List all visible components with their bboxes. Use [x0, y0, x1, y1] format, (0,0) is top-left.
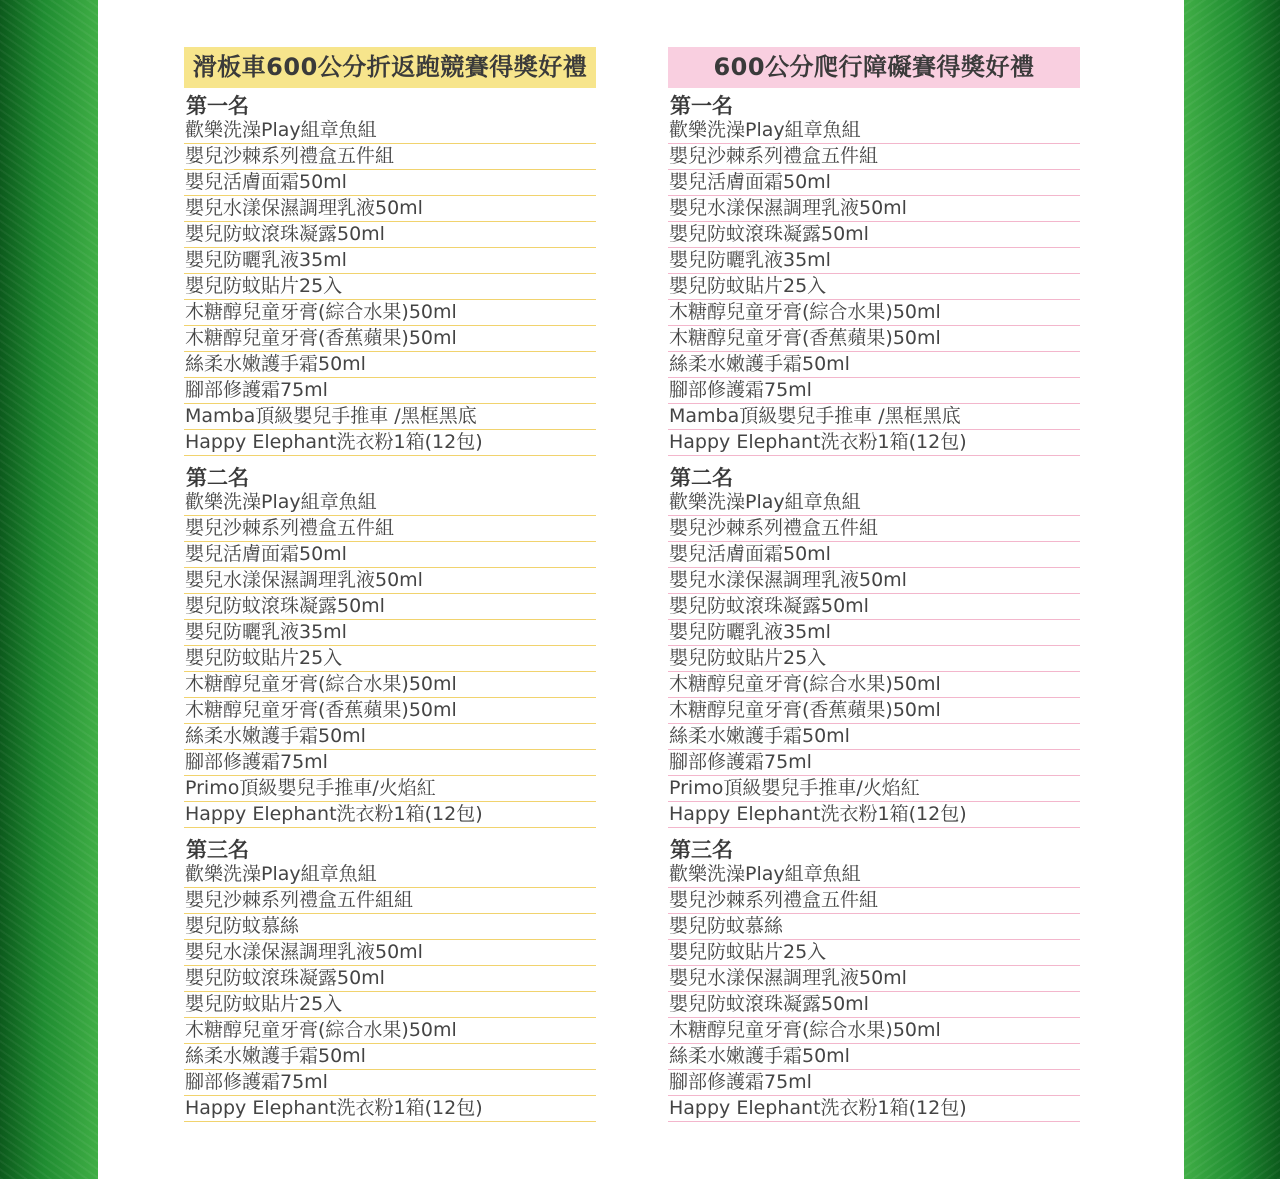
prize-item: Happy Elephant洗衣粉1箱(12包) [668, 430, 1080, 456]
prize-item: 歡樂洗澡Play組章魚組 [668, 490, 1080, 516]
prize-item: 嬰兒水漾保濕調理乳液50ml [668, 966, 1080, 992]
prize-item: 嬰兒防蚊貼片25入 [668, 646, 1080, 672]
prize-item: 木糖醇兒童牙膏(綜合水果)50ml [668, 672, 1080, 698]
prize-list [184, 862, 596, 1122]
prize-item: 木糖醇兒童牙膏(綜合水果)50ml [668, 1018, 1080, 1044]
prize-item: Happy Elephant洗衣粉1箱(12包) [668, 1096, 1080, 1122]
prize-item: 木糖醇兒童牙膏(香蕉蘋果)50ml [184, 698, 596, 724]
prize-item: Primo頂級嬰兒手推車/火焰紅 [668, 776, 1080, 802]
prize-item: 嬰兒水漾保濕調理乳液50ml [184, 940, 596, 966]
grass-border-right [1184, 0, 1280, 1179]
prize-item: 絲柔水嫩護手霜50ml [668, 1044, 1080, 1070]
prize-item: 歡樂洗澡Play組章魚組 [668, 118, 1080, 144]
rank-heading-first: 第一名 [186, 94, 249, 118]
prize-item: 嬰兒活膚面霜50ml [668, 170, 1080, 196]
prize-item: 木糖醇兒童牙膏(香蕉蘋果)50ml [668, 326, 1080, 352]
grass-border-left [0, 0, 98, 1179]
prize-item: 絲柔水嫩護手霜50ml [668, 724, 1080, 750]
prize-item: 嬰兒防蚊貼片25入 [184, 274, 596, 300]
rank-heading-second: 第二名 [186, 466, 249, 490]
prize-item: 絲柔水嫩護手霜50ml [184, 1044, 596, 1070]
rank-heading-first: 第一名 [670, 94, 733, 118]
prize-item: 嬰兒沙棘系列禮盒五件組 [668, 888, 1080, 914]
prize-item: Mamba頂級嬰兒手推車 /黑框黑底 [184, 404, 596, 430]
prize-item: 嬰兒沙棘系列禮盒五件組組 [184, 888, 596, 914]
prize-item: 嬰兒防蚊慕絲 [668, 914, 1080, 940]
prize-item: 嬰兒防蚊滾珠凝露50ml [668, 222, 1080, 248]
prize-item: 腳部修護霜75ml [668, 378, 1080, 404]
prize-item: 腳部修護霜75ml [184, 750, 596, 776]
scooter-race-title: 滑板車600公分折返跑競賽得獎好禮 [184, 47, 596, 88]
prize-item: 嬰兒水漾保濕調理乳液50ml [184, 568, 596, 594]
prize-item: 嬰兒活膚面霜50ml [668, 542, 1080, 568]
prize-item: Mamba頂級嬰兒手推車 /黑框黑底 [668, 404, 1080, 430]
prize-item: 嬰兒防蚊貼片25入 [184, 646, 596, 672]
scooter-race-prize-column [184, 47, 596, 1122]
prize-item: 木糖醇兒童牙膏(綜合水果)50ml [184, 672, 596, 698]
prize-item: 嬰兒防蚊滾珠凝露50ml [668, 594, 1080, 620]
prize-item: 木糖醇兒童牙膏(綜合水果)50ml [184, 300, 596, 326]
rank-heading-second: 第二名 [670, 466, 733, 490]
prize-item: 歡樂洗澡Play組章魚組 [184, 862, 596, 888]
prize-list [184, 118, 596, 456]
prize-item: 絲柔水嫩護手霜50ml [184, 352, 596, 378]
prize-item: 嬰兒防蚊慕絲 [184, 914, 596, 940]
prize-item: 腳部修護霜75ml [184, 1070, 596, 1096]
prize-item: 歡樂洗澡Play組章魚組 [668, 862, 1080, 888]
prize-item: 腳部修護霜75ml [668, 750, 1080, 776]
prize-item: 嬰兒防曬乳液35ml [184, 620, 596, 646]
rank-heading-third: 第三名 [670, 838, 733, 862]
crawling-race-title: 600公分爬行障礙賽得獎好禮 [668, 47, 1080, 88]
prize-list [184, 490, 596, 828]
prize-list [668, 490, 1080, 828]
prize-item: 嬰兒水漾保濕調理乳液50ml [668, 196, 1080, 222]
prize-item: 歡樂洗澡Play組章魚組 [184, 118, 596, 144]
prize-item: Primo頂級嬰兒手推車/火焰紅 [184, 776, 596, 802]
prize-item: 木糖醇兒童牙膏(香蕉蘋果)50ml [668, 698, 1080, 724]
prize-item: 絲柔水嫩護手霜50ml [184, 724, 596, 750]
prize-item: 嬰兒沙棘系列禮盒五件組 [184, 144, 596, 170]
prize-item: 嬰兒防蚊貼片25入 [668, 940, 1080, 966]
prize-item: Happy Elephant洗衣粉1箱(12包) [184, 430, 596, 456]
prize-item: 嬰兒防蚊滾珠凝露50ml [184, 594, 596, 620]
prize-item: 腳部修護霜75ml [668, 1070, 1080, 1096]
prize-item: 嬰兒防蚊貼片25入 [184, 992, 596, 1018]
crawling-race-prize-column [668, 47, 1080, 1122]
prize-item: 木糖醇兒童牙膏(綜合水果)50ml [668, 300, 1080, 326]
prize-list [668, 118, 1080, 456]
prize-item: 嬰兒防曬乳液35ml [668, 620, 1080, 646]
prize-item: Happy Elephant洗衣粉1箱(12包) [184, 1096, 596, 1122]
prize-item: 嬰兒沙棘系列禮盒五件組 [668, 516, 1080, 542]
prize-item: 嬰兒活膚面霜50ml [184, 542, 596, 568]
prize-item: 絲柔水嫩護手霜50ml [668, 352, 1080, 378]
prize-item: Happy Elephant洗衣粉1箱(12包) [668, 802, 1080, 828]
prize-item: 木糖醇兒童牙膏(香蕉蘋果)50ml [184, 326, 596, 352]
prize-list [668, 862, 1080, 1122]
prize-item: 嬰兒防蚊貼片25入 [668, 274, 1080, 300]
prize-item: 嬰兒水漾保濕調理乳液50ml [184, 196, 596, 222]
prize-item: 嬰兒沙棘系列禮盒五件組 [184, 516, 596, 542]
prize-item: 嬰兒防蚊滾珠凝露50ml [668, 992, 1080, 1018]
prize-item: 歡樂洗澡Play組章魚組 [184, 490, 596, 516]
rank-heading-third: 第三名 [186, 838, 249, 862]
prize-item: 嬰兒沙棘系列禮盒五件組 [668, 144, 1080, 170]
prize-item: 嬰兒防曬乳液35ml [668, 248, 1080, 274]
prize-item: 嬰兒防蚊滾珠凝露50ml [184, 966, 596, 992]
prize-item: 嬰兒防曬乳液35ml [184, 248, 596, 274]
prize-item: 嬰兒水漾保濕調理乳液50ml [668, 568, 1080, 594]
prize-item: 嬰兒防蚊滾珠凝露50ml [184, 222, 596, 248]
prize-item: 嬰兒活膚面霜50ml [184, 170, 596, 196]
prize-item: 腳部修護霜75ml [184, 378, 596, 404]
prize-item: Happy Elephant洗衣粉1箱(12包) [184, 802, 596, 828]
prize-item: 木糖醇兒童牙膏(綜合水果)50ml [184, 1018, 596, 1044]
